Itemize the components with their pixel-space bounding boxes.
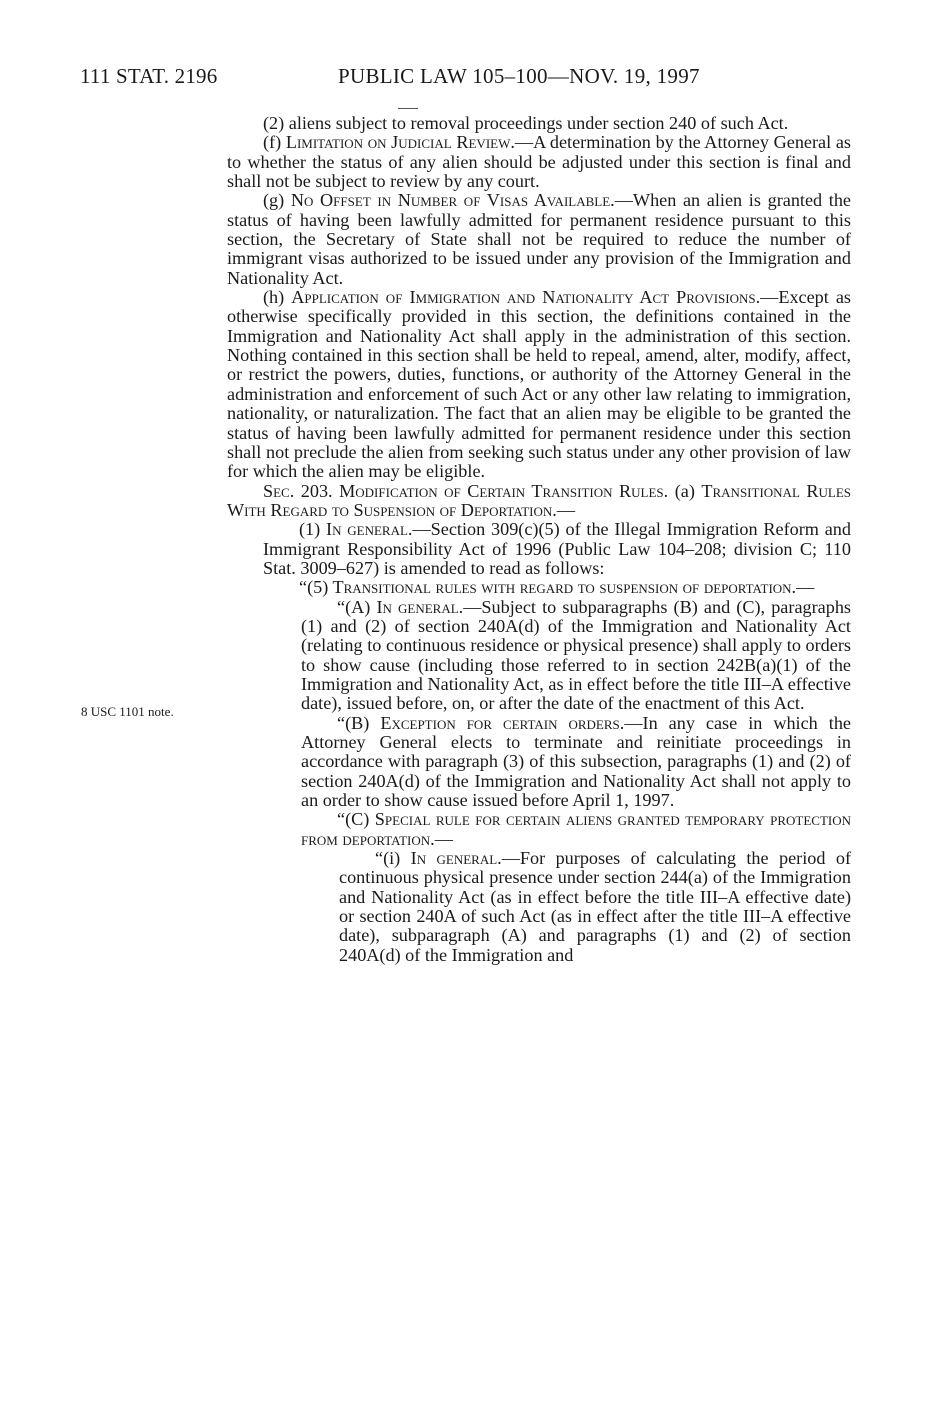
section-203-a-heading: Transitional Rules With Regard to Suspension of Deportation. <box>227 480 852 520</box>
subsection-h-heading: Application of Immigration and Nationality Act Provisions. <box>291 287 761 308</box>
section-203-label: Sec. 203. <box>263 480 333 501</box>
quoted-paragraph-5 <box>263 578 851 597</box>
public-law-title: PUBLIC LAW 105–100—NOV. 19, 1997 <box>338 64 700 88</box>
subsection-f-text: —A determination by the Attorney General as to whether the status of any alien should be adjusted under this section is final and shall not be subject to review by any court. <box>227 132 851 192</box>
subparagraph-c <box>301 810 851 849</box>
subsection-g <box>227 191 851 288</box>
subparagraph-b <box>301 714 851 811</box>
subsection-g-heading: No Offset in Number of Visas Available. <box>290 190 615 211</box>
section-203-a-dash: — <box>556 499 576 520</box>
subparagraph-c-label: “(C) <box>337 809 370 830</box>
subsection-f-label: (f) <box>263 132 282 153</box>
quoted-paragraph-5-dash: — <box>796 577 815 598</box>
subparagraph-a-text: —Subject to subparagraphs (B) and (C), paragraphs (1) and (2) of section 240A(d) of the Immigration and Nationality Act (relating to continuous residence or physical presence) shall apply to orders to show cause (including those referred to in section 242B(a)(1) of the Immigration and Nationality Act, as in effect before the title III–A effective date), issued before, on, or after the date of the enactment of this Act. <box>301 596 851 714</box>
subsection-g-text: —When an alien is granted the status of having been lawfully admitted for permanent residence pursuant to this section, the Secretary of State shall not be required to reduce the number of immigrant visas authorized to be issued under any provision of the Immigration and Nationality Act. <box>227 190 852 288</box>
section-203 <box>227 482 851 521</box>
subsection-h-label: (h) <box>263 287 285 308</box>
paragraph-2 <box>227 114 851 133</box>
subparagraph-c-heading: Special rule for certain aliens granted temporary protection from deportation. <box>301 809 852 849</box>
paragraph-2-text: (2) aliens subject to removal proceedings under section 240 of such Act. <box>263 113 789 133</box>
section-203-heading: Modification of Certain Transition Rules. <box>339 480 669 501</box>
subsection-f-heading: Limitation on Judicial Review. <box>285 132 515 153</box>
paragraph-1 <box>263 520 851 578</box>
document-body <box>227 114 851 965</box>
subsection-g-label: (g) <box>263 190 285 211</box>
paragraph-1-label: (1) <box>299 519 321 540</box>
clause-i-heading: In general. <box>410 848 502 869</box>
subparagraph-a-label: “(A) <box>337 596 371 617</box>
header-divider <box>398 108 418 109</box>
subparagraph-c-dash: — <box>434 828 453 849</box>
quoted-paragraph-5-heading: “(5) Transitional rules with regard to suspension of deportation. <box>299 577 797 598</box>
subparagraph-a-heading: In general. <box>376 596 464 617</box>
clause-i-label: “(i) <box>375 848 401 869</box>
subsection-h-text: —Except as otherwise specifically provided in this section, the definitions contained in the Immigration and Nationality Act shall apply in the administration of this section. Nothing contained in this section shall be held to repeal, amend, alter, modify, affect, or restrict the powers, duties, functions, or authority of the Attorney General in the administration and enforcement of such Act or any other law relating to immigration, nationality, or naturalization. The fact that an alien may be eligible to be granted the status of having been lawfully admitted for permanent residence under this section shall not preclude the alien from seeking such status under any other provision of law for which the alien may be eligible. <box>227 287 851 482</box>
margin-note: 8 USC 1101 note. <box>81 704 174 719</box>
subparagraph-a <box>301 598 851 714</box>
subparagraph-b-text: —In any case in which the Attorney General elects to terminate and reinitiate proceedings in accordance with paragraph (3) of this subsection, paragraphs (1) and (2) of section 240A(d) of the Immigration and Nationality Act shall not apply to an order to show cause issued before April 1, 1997. <box>301 712 851 811</box>
page-header <box>0 64 949 92</box>
subparagraph-b-heading: Exception for certain orders. <box>380 712 625 733</box>
clause-i <box>339 849 851 965</box>
clause-i-text: —For purposes of calculating the period of continuous physical presence under section 244(a) of the Immigration and Nationality Act (as in effect before the title III–A effective date) or section 240A of such Act (as in effect after the title III–A effective date), subparagraph (A) and paragraphs (1) and (2) of section 240A(d) of the Immigration and <box>339 848 852 965</box>
subsection-f <box>227 133 851 191</box>
subsection-h <box>227 288 851 481</box>
paragraph-1-heading: In general. <box>326 519 413 540</box>
statute-page-reference: 111 STAT. 2196 <box>80 64 218 88</box>
subparagraph-b-label: “(B) <box>337 712 370 733</box>
paragraph-1-text: —Section 309(c)(5) of the Illegal Immigration Reform and Immigrant Responsibility Act of 1996 (Public Law 104–208; division C; 110 Stat. 3009–627) is amended to read as follows: <box>263 519 851 578</box>
section-203-a-label: (a) <box>674 480 695 501</box>
